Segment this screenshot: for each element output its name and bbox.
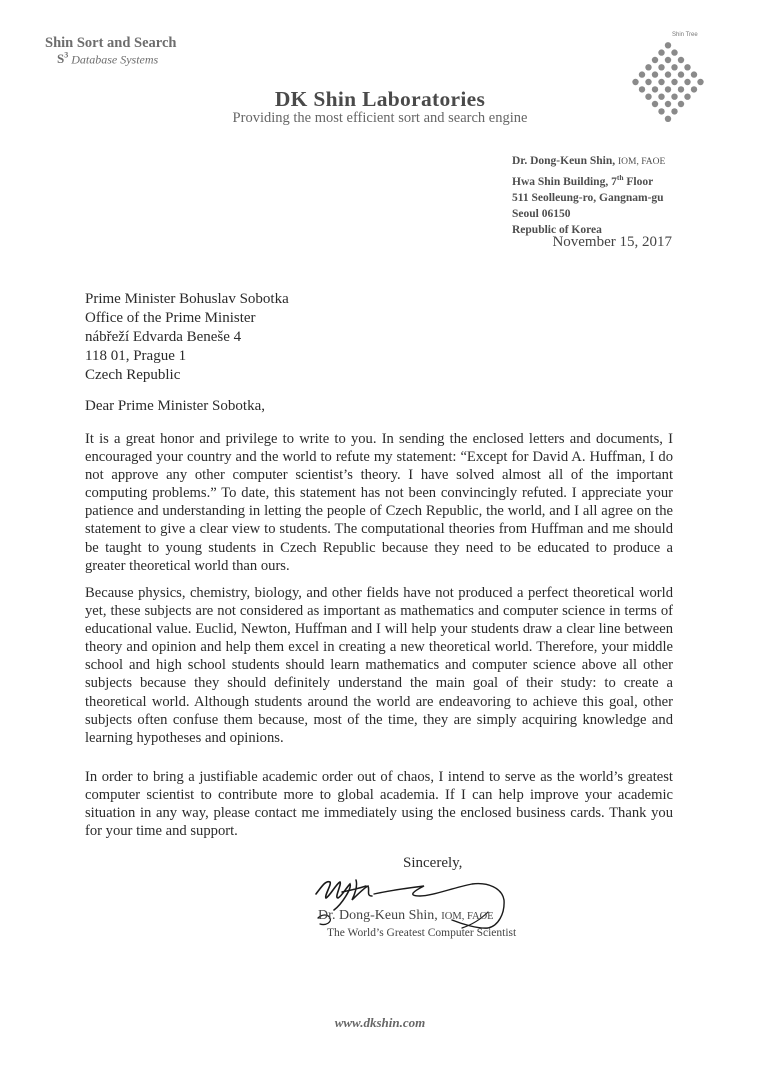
signer-name: Dr. Dong-Keun Shin, IOM, FAOE xyxy=(318,908,494,923)
website-footer: www.dkshin.com xyxy=(334,1015,426,1030)
logo-dot xyxy=(671,79,677,85)
lab-tagline: Providing the most efficient sort and search engine xyxy=(232,110,528,126)
logo-dot xyxy=(658,79,664,85)
signer-title: The World’s Greatest Computer Scientist xyxy=(327,927,517,939)
sender-street: 511 Seolleung-ro, Gangnam-gu xyxy=(512,191,664,204)
logo-dot xyxy=(697,79,703,85)
logo-dot xyxy=(684,79,690,85)
recipient-line: Office of the Prime Minister xyxy=(85,310,256,326)
logo-dot xyxy=(684,64,690,70)
logo-dot xyxy=(645,79,651,85)
body-paragraph-2: Because physics, chemistry, biology, and other fields have not produced a perfect theoretical world yet, these subjects are not considered as important as mathematics and computer science in terms of educational value. Euclid, Newton, Huffman and I will help your students draw a clear line between theory and opinion and help them excel in creating a new theoretical world. Therefore, your middle school and high school students should learn mathematics and computer science above all other subjects because they should definitely understand the main goal of their study: to create a theoretical world. Although students around the world are endeavoring to achieve this goal, other subjects often confuse them because, most of the time, they are simply acquiring knowledge and learning hypotheses and opinions. xyxy=(85,585,673,746)
sender-building: Hwa Shin Building, 7th Floor xyxy=(512,173,654,188)
shin-tree-label: Shin Tree xyxy=(672,32,698,38)
salutation: Dear Prime Minister Sobotka, xyxy=(85,398,265,414)
recipient-line: Prime Minister Bohuslav Sobotka xyxy=(85,291,289,307)
sender-address xyxy=(512,153,665,238)
logo-dot xyxy=(645,64,651,70)
s3-mark: $S^3$ xyxy=(57,51,69,67)
logo-dot xyxy=(652,71,658,77)
closing: Sincerely, xyxy=(403,855,463,871)
logo-dot xyxy=(665,71,671,77)
body-paragraph-3: In order to bring a justifiable academic order out of chaos, I intend to serve as the world’s greatest computer scientist to contribute more to global academia. If I can help improve your academic situation in any way, please contact me immediately using the enclosed business cards. Thank you for your time and support. xyxy=(85,769,673,840)
logo-dot xyxy=(678,71,684,77)
company-division: Database Systems xyxy=(71,52,159,67)
logo-dot xyxy=(639,71,645,77)
logo-dot xyxy=(671,49,677,55)
logo-dot xyxy=(632,79,638,85)
signer-credentials: IOM, FAOE xyxy=(441,911,494,922)
logo-dot xyxy=(658,64,664,70)
body-paragraph-1: It is a great honor and privilege to write to you. In sending the enclosed letters and documents, I encouraged your country and the world to refute my statement: “Except for David A. Huffman, I do not approve any other computer scientist’s theory. I have solved almost all of the important computing problems.” To date, this statement has not been convincingly refuted. I appreciate your patience and understanding in letting the people of Czech Republic, the world, and I all agree on the statement to give a clear view to students. The computational theories from Huffman and me should be taught to young students in Czech Republic because they need to be educated to produce a greater theoretical world than ours. xyxy=(85,431,673,574)
sender-name-line: Dr. Dong-Keun Shin, IOM, FAOE xyxy=(512,155,666,167)
logo-dot xyxy=(678,57,684,63)
recipient-line: Czech Republic xyxy=(85,367,181,383)
logo-dot xyxy=(665,57,671,63)
logo-dot xyxy=(658,49,664,55)
logo-dot xyxy=(665,42,671,48)
company-subtitle xyxy=(57,51,158,67)
recipient-line: nábřeží Edvarda Beneše 4 xyxy=(85,329,242,345)
lab-title: DK Shin Laboratories xyxy=(274,87,486,111)
recipient-line: 118 01, Prague 1 xyxy=(85,348,187,364)
sender-country: Republic of Korea xyxy=(512,223,602,236)
logo-dot xyxy=(691,71,697,77)
recipient-address xyxy=(85,290,289,385)
logo-dot xyxy=(671,64,677,70)
sender-honors: IOM, FAOE xyxy=(617,157,666,167)
company-name: Shin Sort and Search xyxy=(45,35,177,51)
letter-date: November 15, 2017 xyxy=(552,234,672,250)
sender-city: Seoul 06150 xyxy=(512,207,571,220)
logo-dot xyxy=(652,57,658,63)
